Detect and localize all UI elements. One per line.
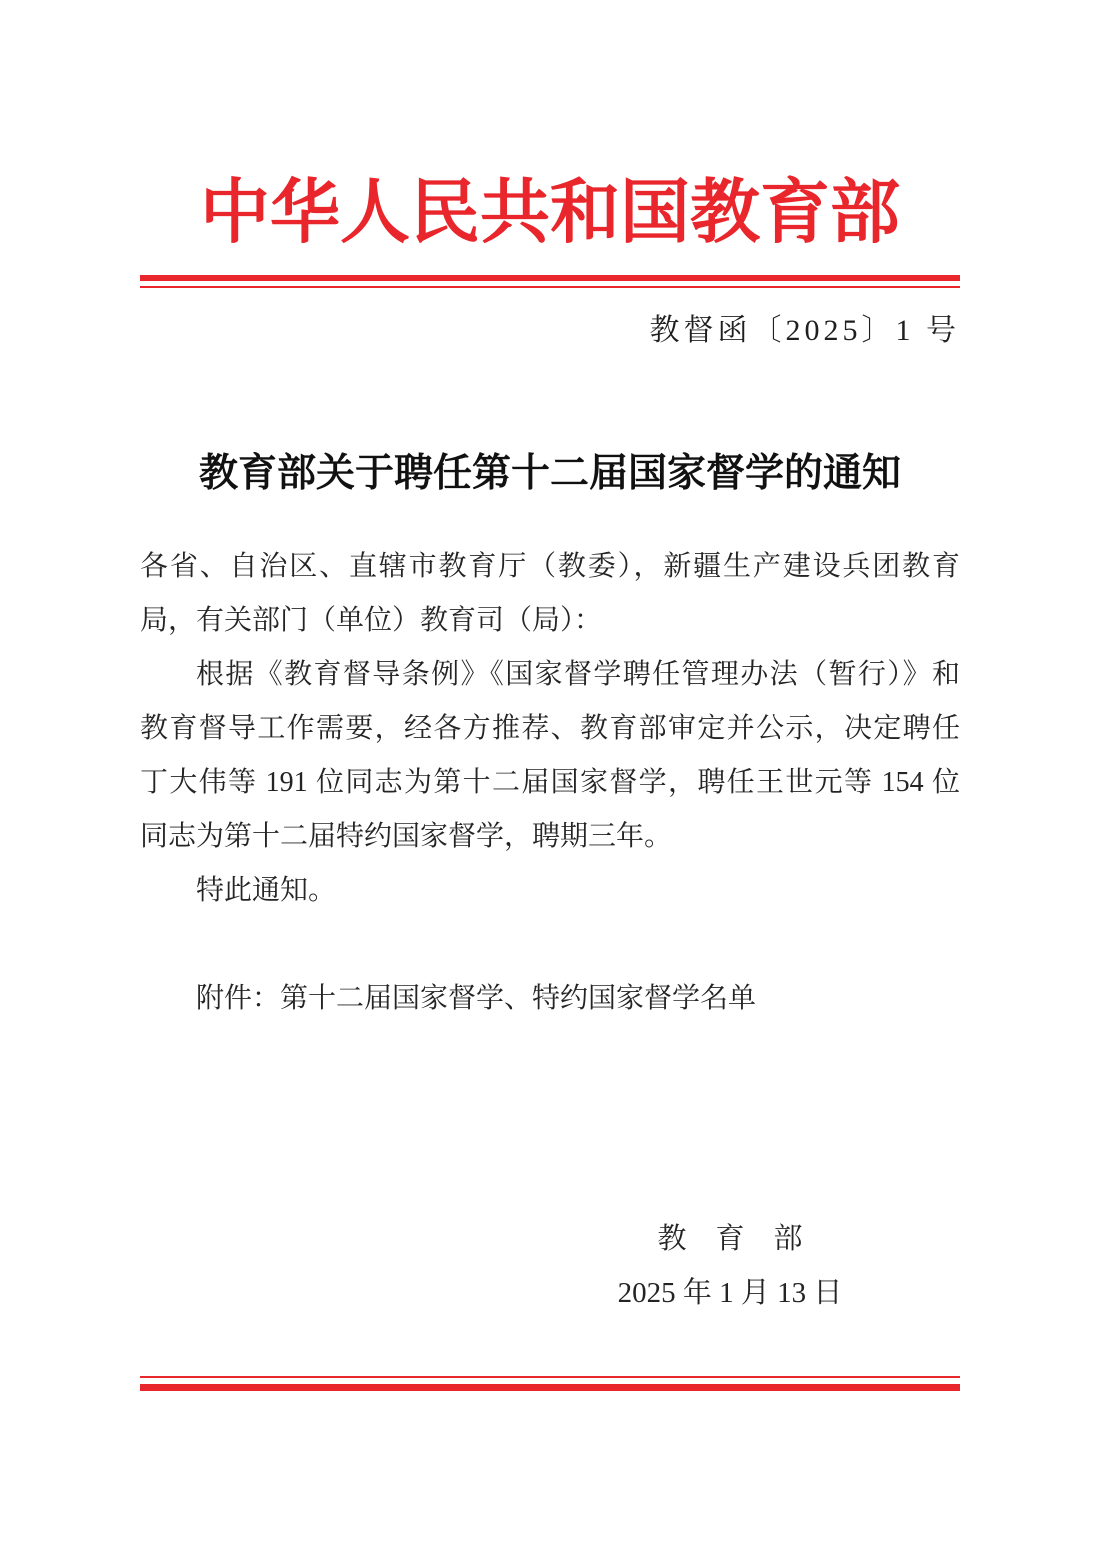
issuing-org-header: 中华人民共和国教育部 <box>200 175 900 252</box>
signature-date: 2025 年 1 月 13 日 <box>617 1277 843 1309</box>
signature-block <box>540 1212 920 1320</box>
document-title: 教育部关于聘任第十二届国家督学的通知 <box>198 452 901 495</box>
header-separator-thin <box>140 286 960 288</box>
body-line: 同志为第十二届特约国家督学，聘期三年。 <box>140 821 673 852</box>
body-line: 丁大伟等 191 位同志为第十二届国家督学，聘任王世元等 154 位 <box>140 767 960 798</box>
body-line: 局，有关部门（单位）教育司（局）： <box>140 605 603 636</box>
document-number: 教督函〔2025〕1 号 <box>649 314 960 347</box>
body-line: 特此通知。 <box>196 875 337 906</box>
header-separator-thick <box>140 275 960 281</box>
body-line: 教育督导工作需要，经各方推荐、教育部审定并公示，决定聘任 <box>140 713 960 744</box>
attachment-line: 附件：第十二届国家督学、特约国家督学名单 <box>196 983 757 1014</box>
signature-organization: 教 育 部 <box>657 1223 803 1255</box>
footer-separator-thick <box>140 1384 960 1391</box>
footer-separator-thin <box>140 1376 960 1378</box>
document-body <box>140 540 960 918</box>
body-line: 各省、自治区、直辖市教育厅（教委），新疆生产建设兵团教育 <box>140 551 960 582</box>
body-line: 根据《教育督导条例》《国家督学聘任管理办法（暂行）》和 <box>196 659 960 690</box>
